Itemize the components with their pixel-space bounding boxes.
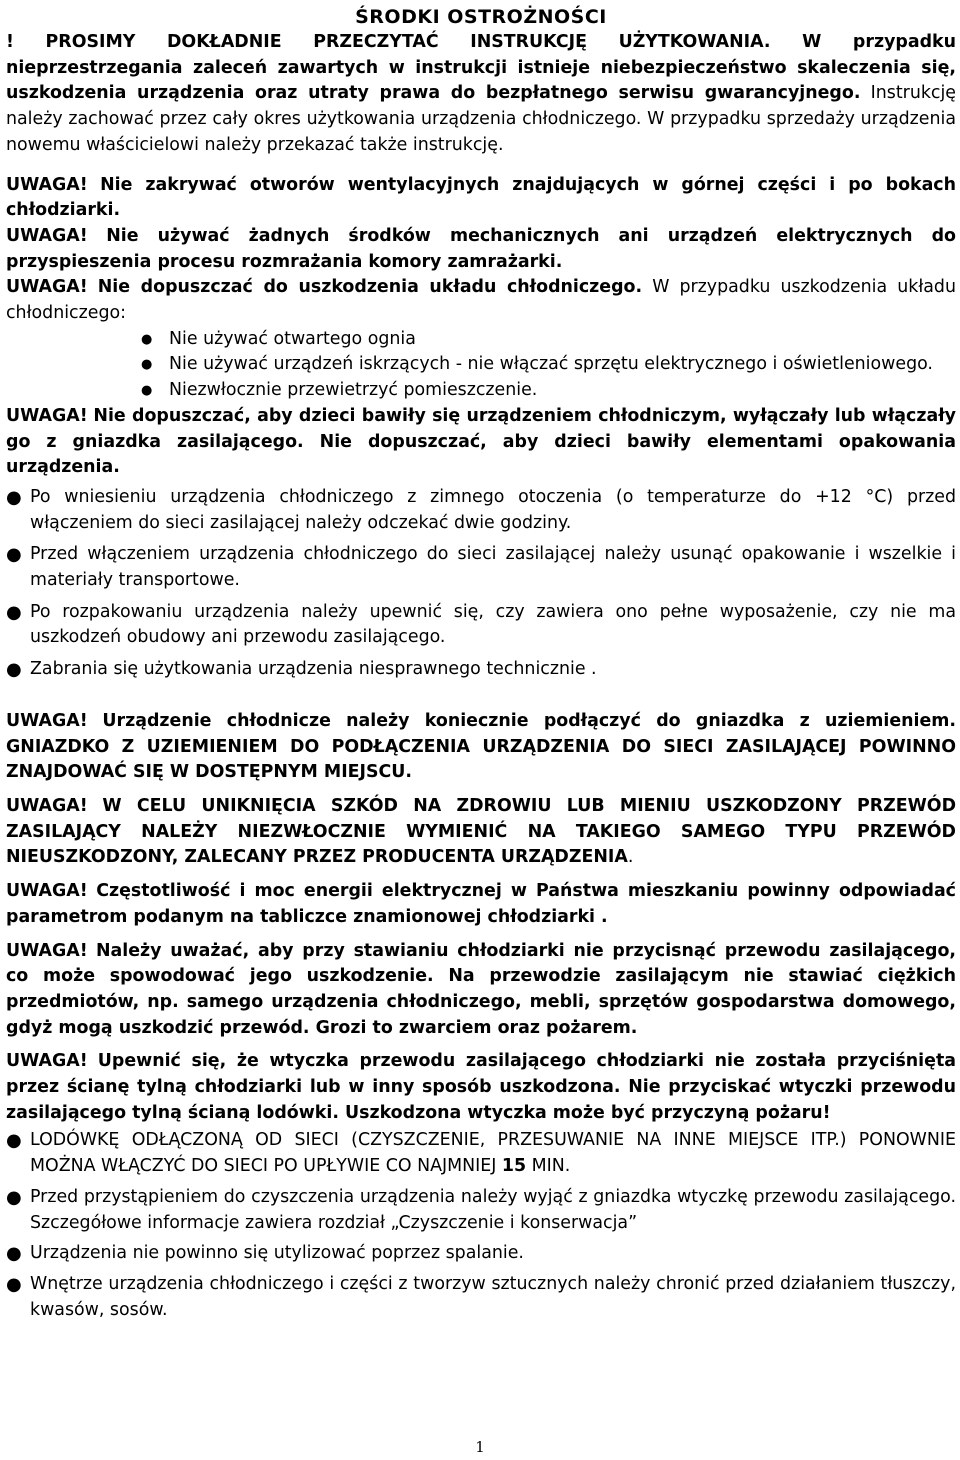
bullet-icon: ● — [6, 1273, 22, 1295]
bullet-icon: ● — [6, 659, 22, 681]
bullet-icon: ● — [6, 544, 22, 566]
list-item: ● Przed przystąpieniem do czyszczenia urządzenia należy wyjąć z gniazdka wtyczkę przewodu zasilającego. Szczegółowe informacje zawiera rozdział „Czyszczenie i konserwacja” — [6, 1186, 956, 1233]
bullet-icon: ● — [141, 383, 153, 399]
warning-label: UWAGA! — [6, 405, 88, 426]
warning-text: Nie dopuszczać do uszkodzenia układu chłodniczego. — [97, 277, 643, 298]
warning-label: UWAGA! — [6, 1051, 88, 1072]
warning-text: Częstotliwość i moc energii elektrycznej w Państwa mieszkaniu powinny odpowiadać parametrom podanym na tabliczce znamionowej chłodziarki . — [6, 881, 956, 927]
warning-power-cord — [6, 794, 956, 871]
list-item: ● Nie używać urządzeń iskrzących - nie włączać sprzętu elektrycznego i oświetleniowego. — [6, 352, 956, 378]
bullet-icon: ● — [6, 486, 22, 508]
warning-label: UWAGA! — [6, 225, 88, 246]
list-item: ● LODÓWKĘ ODŁĄCZONĄ OD SIECI (CZYSZCZENIE, PRZESUWANIE NA INNE MIEJSCE ITP.) PONOWNIE MOŻNA WŁĄCZYĆ DO SIECI PO UPŁYWIE CO NAJMNIEJ 15 MIN. — [6, 1130, 956, 1177]
document-page — [6, 0, 956, 1323]
warning-text: Nie dopuszczać, aby dzieci bawiły się urządzeniem chłodniczym, wyłączały lub włączały go z gniazdka zasilającego. Nie dopuszczać, aby dzieci bawiły elementami opakowania urządzenia. — [6, 405, 956, 478]
cooling-damage-list — [6, 327, 956, 404]
warning-text: Nie używać żadnych środków mechanicznych ani urządzeń elektrycznych do przyspieszenia procesu rozmrażania komory zamrażarki. — [6, 225, 956, 272]
list-item: ● Nie używać otwartego ognia — [6, 327, 956, 353]
warning-caps-text: GNIAZDKO Z UZIEMIENIEM DO PODŁĄCZENIA URZĄDZENIA DO SIECI ZASILAJĄCEJ POWINNO ZNAJDOWAĆ SIĘ W DOSTĘPNYM MIEJSCU. — [6, 736, 956, 783]
intro-paragraph — [6, 30, 956, 159]
list-item: ● Niezwłocznie przewietrzyć pomieszczenie. — [6, 378, 956, 404]
list-item: ● Zabrania się użytkowania urządzenia niesprawnego technicznie . — [6, 657, 956, 683]
warning-label: UWAGA! — [6, 881, 88, 902]
warning-label: UWAGA! — [6, 795, 88, 816]
list-item: ● Przed włączeniem urządzenia chłodniczego do sieci zasilającej należy usunąć opakowanie i wszelkie i materiały transportowe. — [6, 544, 956, 591]
list-item: ● Wnętrze urządzenia chłodniczego i części z tworzyw sztucznych należy chronić przed działaniem tłuszczy, kwasów, sosów. — [6, 1273, 956, 1320]
warning-cord-pinching — [6, 939, 956, 1042]
warning-defrost — [6, 224, 956, 275]
page-number: 1 — [475, 1438, 485, 1456]
warning-label: UWAGA! — [6, 940, 88, 961]
warning-children — [6, 404, 956, 481]
warning-text: W CELU UNIKNIĘCIA SZKÓD NA ZDROWIU LUB MIENIU USZKODZONY PRZEWÓD ZASILAJĄCY NALEŻY NIEZWŁOCZNIE WYMIENIĆ NA TAKIEGO SAMEGO TYPU PRZEWÓD NIEUSZKODZONY, ZALECANY PRZEZ PRODUCENTA URZĄDZENIA — [6, 795, 956, 868]
intro-normal-text: Instrukcję należy zachować przez cały okres użytkowania urządzenia chłodniczego. W przypadku sprzedaży urządzenia nowemu właścicielowi należy przekazać także instrukcję. — [6, 83, 957, 155]
warning-text: Nie zakrywać otworów wentylacyjnych znajdujących w górnej części i po bokach chłodziarki. — [6, 174, 957, 221]
warning-text: Należy uważać, aby przy stawianiu chłodziarki nie przycisnąć przewodu zasilającego, co może spowodować jego uszkodzenie. Na przewodzie zasilającym nie stawiać ciężkich przedmiotów, np. samego urządzenia chłodniczego, mebli, sprzętów gospodarstwa domowego, gdyż mogą uszkodzić przewód. Grozi to zwarciem oraz pożarem. — [6, 940, 957, 1038]
intro-bold-text: ! PROSIMY DOKŁADNIE PRZECZYTAĆ INSTRUKCJĘ UŻYTKOWANIA. W przypadku nieprzestrzegania zaleceń zawartych w instrukcji istnieje niebezpieczeństwo skaleczenia się, uszkodzenia urządzenia oraz utraty prawa do bezpłatnego serwisu gwarancyjnego. — [6, 32, 956, 104]
bullet-icon: ● — [6, 1186, 22, 1208]
warning-normal-text: W przypadku uszkodzenia układu chłodniczego: — [6, 277, 956, 324]
warning-ventilation — [6, 173, 956, 224]
warning-grounding — [6, 709, 956, 786]
bullet-icon: ● — [6, 1243, 22, 1265]
warning-text: Urządzenie chłodnicze należy koniecznie podłączyć do gniazdka z uziemieniem. — [102, 710, 956, 731]
warning-cooling-system — [6, 275, 956, 326]
warning-label: UWAGA! — [6, 277, 88, 298]
maintenance-list — [6, 1128, 956, 1323]
bullet-icon: ● — [141, 357, 153, 373]
bullet-icon: ● — [6, 1130, 22, 1152]
page-title: ŚRODKI OSTROŻNOŚCI — [355, 6, 607, 28]
warning-text: Upewnić się, że wtyczka przewodu zasilającego chłodziarki nie została przyciśnięta przez ścianę tylną chłodziarki lub w inny sposób uszkodzona. Nie przyciskać wtyczki przewodu zasilającego tylną ścianą lodówki. Uszkodzona wtyczka może być przyczyną pożaru! — [6, 1051, 956, 1123]
warning-end: . — [627, 847, 634, 868]
warning-plug — [6, 1049, 956, 1126]
bullet-icon: ● — [6, 601, 22, 623]
warning-label: UWAGA! — [6, 174, 88, 195]
list-item: ● Urządzenia nie powinno się utylizować poprzez spalanie. — [6, 1241, 956, 1267]
bullet-icon: ● — [141, 331, 153, 347]
warning-electrical-params — [6, 879, 956, 930]
warning-label: UWAGA! — [6, 710, 88, 731]
list-item: ● Po rozpakowaniu urządzenia należy upewnić się, czy zawiera ono pełne wyposażenie, czy nie ma uszkodzeń obudowy ani przewodu zasilającego. — [6, 601, 956, 648]
list-item: ● Po wniesieniu urządzenia chłodniczego z zimnego otoczenia (o temperaturze do +12 °C) przed włączeniem do sieci zasilającej należy odczekać dwie godziny. — [6, 486, 956, 533]
installation-list — [6, 485, 956, 683]
